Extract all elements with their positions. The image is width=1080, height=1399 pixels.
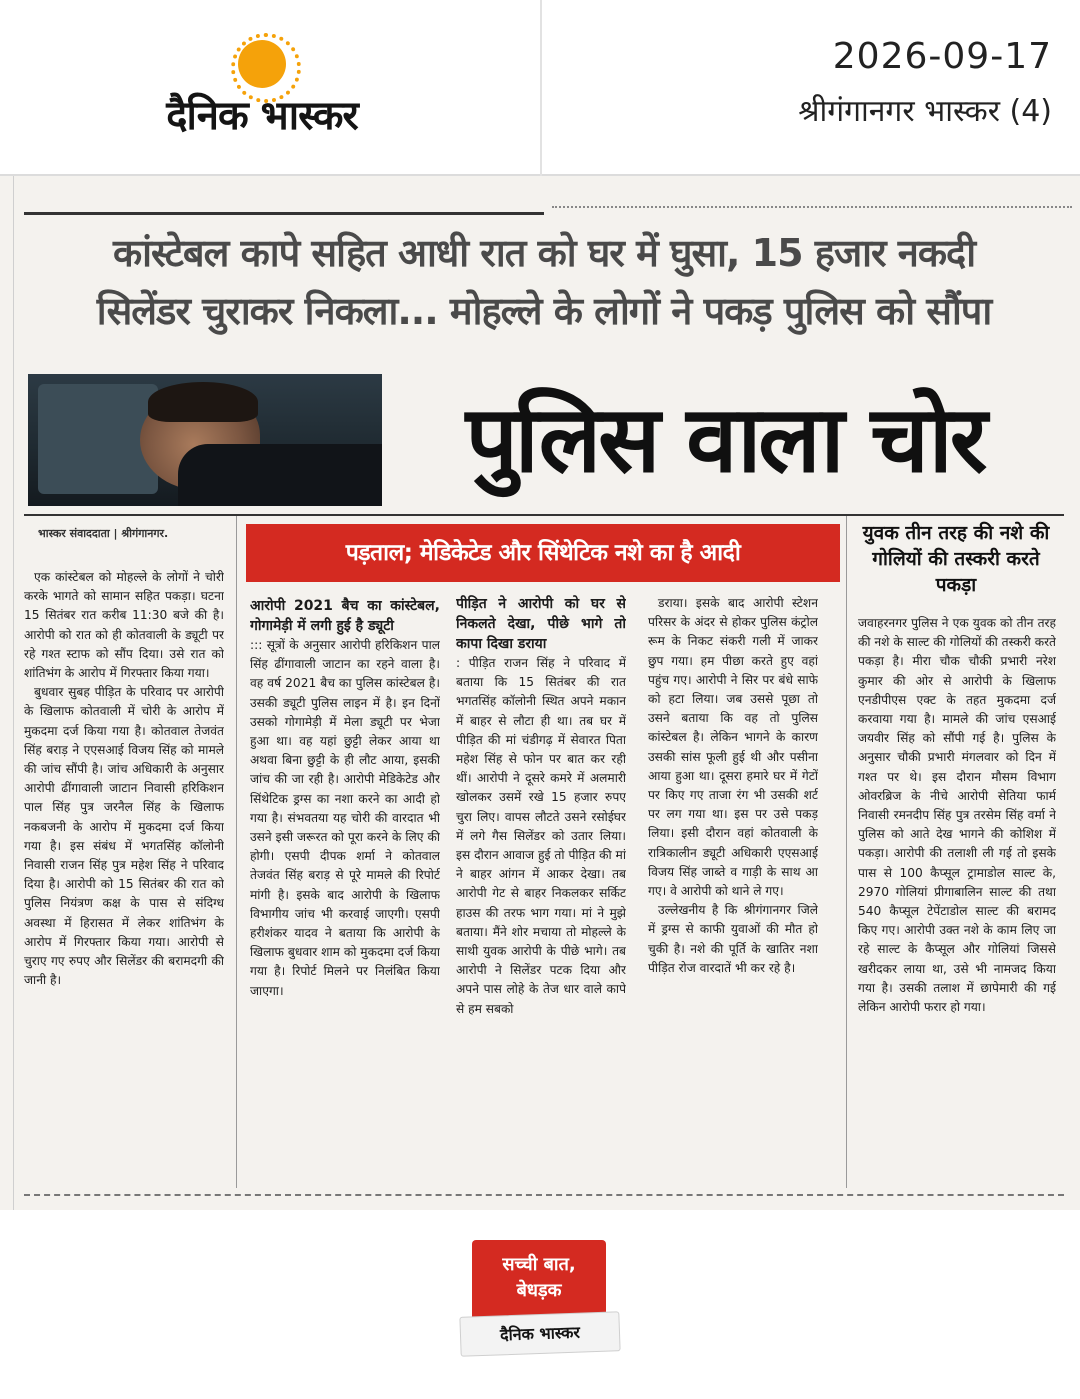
- column-divider: [846, 516, 847, 1188]
- footer-brand: दैनिक भास्कर: [499, 1322, 581, 1345]
- column-5: [858, 614, 1056, 1184]
- tagline-line-2: बेधड़क: [516, 1280, 562, 1301]
- col1-para-2: बुधवार सुबह पीड़ित के परिवाद पर आरोपी के खिलाफ कोतवाली में चोरी के आरोप में मुकदमा दर्ज किया गया है। कोतवाल तेजवंत सिंह बराड़ ने एएसआई विजय सिंह को मामले की जांच सौंपी है। जांच अधिकारी के अनुसार आरोपी ढींगावाली जाटान निवासी हरिकिशन पाल सिंह पुत्र जरनैल सिंह के खिलाफ नकबजनी के आरोप में मुकदमा दर्ज किया गया है। इस संबंध में भगतसिंह कॉलोनी निवासी राजन सिंह पुत्र महेश सिंह ने परिवाद दिया है। आरोपी को 15 सितंबर की रात को पुलिस नियंत्रण कक्ष के पास से संदिग्ध अवस्था में हिरासत में लेकर शांतिभंग के आरोप में गिरफ्तार किया गया। आरोपी से चुराए गए रुपए और सिलेंडर की बरामदगी की जानी है।: [24, 685, 224, 988]
- brand-wordmark: दैनिक भास्कर: [166, 93, 358, 139]
- accused-photo: [28, 374, 382, 506]
- column-2: [250, 596, 440, 1184]
- page-header: [0, 0, 1080, 176]
- newspaper-clipping: [0, 176, 1080, 1210]
- col4-para-1: डराया। इसके बाद आरोपी स्टेशन परिसर के अंदर से होकर पुलिस कंट्रोल रूम के निकट संकरी गली में जाकर छुप गया। हम पीछा करते हुए वहां पहुंच गए। आरोपी ने सिर पर बंधे साफे को हटा लिया। जब उससे पूछा तो उसने बताया कि वह तो पुलिस कांस्टेबल है। लेकिन भागने के कारण उसकी सांस फूली हुई थी और पसीना आया हुआ था। दूसरा हमारे घर में गेटों पर किए गए ताजा रंग भी उसकी शर्ट पर लग गया था। इस पर उसे पकड़ लिया। इसी दौरान वहां कोतवाली के रात्रिकालीन ड्यूटी अधिकारी एएसआई विजय सिंह जाब्ते व गाड़ी के साथ आ गए। वे आरोपी को थाने ले गए।: [648, 596, 818, 899]
- header-divider: [540, 0, 542, 176]
- column-3: [456, 594, 626, 1184]
- byline: भास्कर संवाददाता | श्रीगंगानगर.: [38, 527, 169, 540]
- col4-para-2: उल्लेखनीय है कि श्रीगंगानगर जिले में ड्रग्स से काफी युवाओं की मौत हो चुकी है। नशे की पूर्ति के खातिर नशा पीड़ित रोज वारदातें भी कर रहे है।: [648, 903, 818, 975]
- col2-subhead: आरोपी 2021 बैच का कांस्टेबल, गोगामेड़ी में लगी हुई है ड्यूटी: [250, 598, 440, 634]
- sun-logo-icon: [238, 40, 286, 88]
- edition-name: श्रीगंगानगर भास्कर (4): [798, 94, 1052, 129]
- col1-para-1: एक कांस्टेबल को मोहल्ले के लोगों ने चोरी करके भागते को सामान सहित पकड़ा। घटना 15 सितंबर रात करीब 11:30 बजे की है। आरोपी को रात को ही कोतवाली के ड्यूटी पर रहे गश्त स्टाफ को सौंप दिया। उसे रात को शांतिभंग के आरोप में गिरफ्तार किया गया।: [24, 570, 224, 681]
- side-story-headline: युवक तीन तरह की नशे की गोलियों की तस्करी करते पकड़ा: [862, 522, 1050, 596]
- article-headline: [24, 224, 1064, 340]
- page-footer: [0, 1210, 1080, 1399]
- headline-line-1: कांस्टेबल कापे सहित आधी रात को घर में घुसा, 15 हजार नकदी: [112, 231, 976, 275]
- col5-text: जवाहरनगर पुलिस ने एक युवक को तीन तरह की नशे के साल्ट की गोलियों की तस्करी करते पकड़ा है। मीरा चौक चौकी प्रभारी नरेश कुमार की ओर से आरोपी के खिलाफ एनडीपीएस एक्ट के तहत मुकदमा दर्ज करवाया गया है। मामले की जांच एसआई जयवीर सिंह को सौंपी गई है। पुलिस के अनुसार चौकी प्रभारी मंगलवार को दिन में गश्त पर थे। इस दौरान मौसम विभाग ओवरब्रिज के नीचे आरोपी सेतिया फार्म निवासी रमनदीप सिंह पुत्र तरसेम सिंह वर्मा ने पुलिस को आते देख भागने की कोशिश में पकड़ा। आरोपी की तलाशी ली गई तो इसके पास से 100 कैप्सूल ट्रामाडोल साल्ट के, 2970 गोलियां प्रीगाबालिन साल्ट की तथा 540 कैप्सूल टेपेंटाडोल साल्ट की बरामद किए गए। आरोपी उक्त नशे के काम लिए जा रहे साल्ट के कैप्सूल और गोलियां जिससे खरीदकर लाया था, उसे भी नामजद किया गया है। उसकी तलाश में छापेमारी की गई लेकिन आरोपी फरार हो गया।: [858, 616, 1056, 1015]
- edition-meta: [798, 36, 1052, 130]
- edition-date: 2026-09-17: [832, 36, 1052, 77]
- column-divider: [236, 516, 237, 1188]
- column-4: [648, 594, 818, 1184]
- footer-brand-strip: [459, 1311, 620, 1357]
- investigation-banner: पड़ताल; मेडिकेटेड और सिंथेटिक नशे का है आदी: [246, 524, 840, 582]
- adjacent-column-edge: [0, 176, 14, 1210]
- bottom-rule: [24, 1194, 1064, 1196]
- tagline-badge: [460, 1240, 620, 1362]
- tagline-line-1: सच्ची बात,: [502, 1254, 576, 1275]
- main-title: पुलिस वाला चोर: [465, 386, 985, 493]
- column-1: [24, 568, 224, 1188]
- col3-text: : पीड़ित राजन सिंह ने परिवाद में बताया कि 15 सितंबर की रात भगतसिंह कॉलोनी स्थित अपने मकान में बाहर से लौटा ही था। तब घर में पीड़ित की मां चंडीगढ़ में सेवारत पिता महेश सिंह से फोन पर बात कर रही थीं। आरोपी ने दूसरे कमरे में अलमारी खोलकर उसमें रखे 15 हजार रुपए चुरा लिए। वापस लौटते उसने रसोईघर में लगे गैस सिलेंडर को उतार लिया। इस दौरान आवाज हुई तो पीड़ित की मां ने बाहर आंगन में आकर देखा। तब आरोपी गेट से बाहर निकलकर सर्किट हाउस की तरफ भाग गया। मां ने मुझे बताया। मैंने शोर मचाया तो मोहल्ले के साथी युवक आरोपी के पीछे भागे। तब आरोपी ने सिलेंडर पटक दिया और अपने पास लोहे के तेज धार वाले कापे से हम सबको: [456, 656, 626, 1016]
- section-rule: [24, 514, 1064, 516]
- brand-logo: [112, 36, 412, 146]
- top-rule: [24, 212, 544, 215]
- top-rule-dotted: [552, 206, 1072, 208]
- col3-subhead: पीड़ित ने आरोपी को घर से निकलते देखा, पीछे भागे तो कापा दिखा डराया: [456, 596, 626, 652]
- col2-text: ::: सूत्रों के अनुसार आरोपी हरिकिशन पाल सिंह ढींगावाली जाटान का रहने वाला है। वह वर्ष 2021 बैच का पुलिस कांस्टेबल है। उसकी ड्यूटी पुलिस लाइन में है। इन दिनों उसको गोगामेड़ी में मेला ड्यूटी पर भेजा हुआ था। वह यहां छुट्टी लेकर आया था अथवा बिना छुट्टी के ही लौट आया, इसकी जांच की जा रही है। आरोपी मेडिकेटेड और सिंथेटिक ड्रग्स का नशा करने का आदी हो गया है। संभवतया यह चोरी की वारदात भी उसने इसी जरूरत को पूरा करने के लिए की होगी। एसपी दीपक शर्मा ने कोतवाल तेजवंत सिंह बराड़ से पूरे मामले की रिपोर्ट मांगी है। इसके बाद आरोपी के खिलाफ विभागीय जांच भी करवाई जाएगी। एसपी हरीशंकर यादव ने बताया कि आरोपी के खिलाफ बुधवार शाम को मुकदमा दर्ज किया गया है। रिपोर्ट मिलने पर निलंबित किया जाएगा।: [250, 638, 440, 998]
- headline-line-2: सिलेंडर चुराकर निकला... मोहल्ले के लोगों ने पकड़ पुलिस को सौंपा: [96, 289, 992, 333]
